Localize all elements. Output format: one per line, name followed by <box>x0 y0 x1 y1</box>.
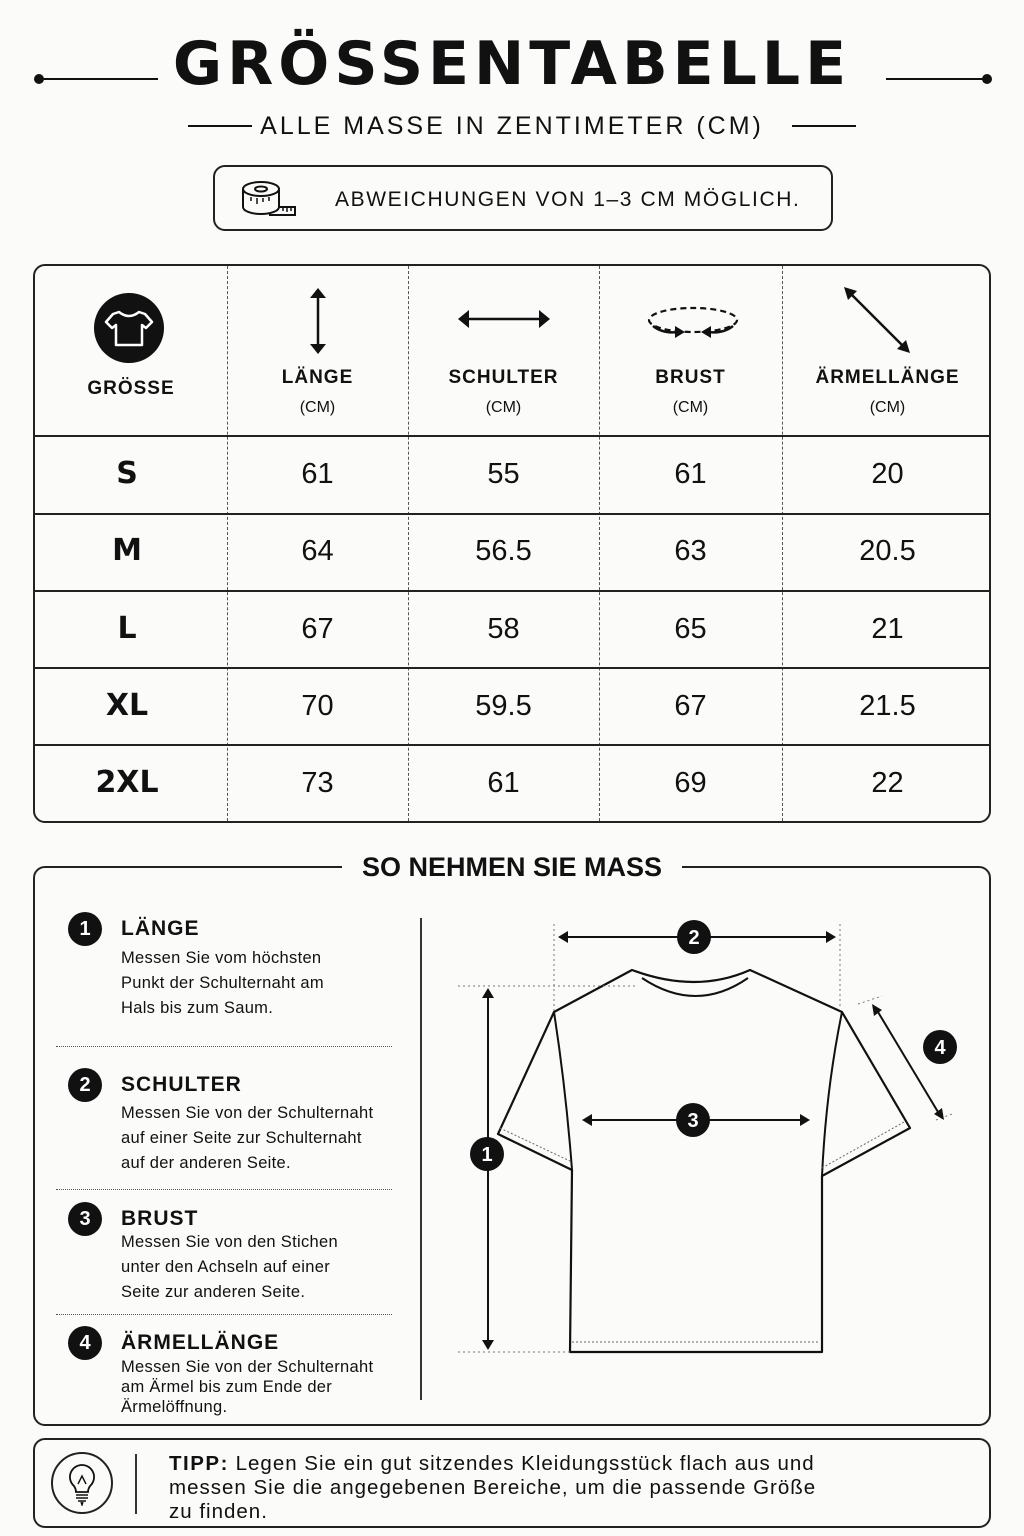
arrow-head <box>482 988 494 998</box>
svg-text:4: 4 <box>934 1037 946 1059</box>
description-line: Punkt der Schulternaht am <box>121 974 324 992</box>
page-title: GRÖSSENTABELLE <box>172 29 852 99</box>
column-unit-shoulder: (CM) <box>485 399 522 416</box>
table-cell: 59.5 <box>475 690 532 722</box>
step-number-3: 3 <box>68 1202 102 1236</box>
table-cell: 67 <box>301 613 334 645</box>
diagram-marker-4 <box>923 1030 957 1064</box>
step-description-chest <box>121 1230 396 1305</box>
column-header-shoulder: SCHULTER <box>448 367 559 388</box>
row-divider <box>35 667 989 669</box>
description-line: Messen Sie von der Schulternaht <box>121 1358 374 1376</box>
diagram-marker-3 <box>676 1103 710 1137</box>
description-line: auf einer Seite zur Schulternaht <box>121 1129 362 1147</box>
table-cell: 20.5 <box>859 535 916 567</box>
column-header-length: LÄNGE <box>281 367 354 388</box>
vertical-arrow-icon <box>305 286 331 356</box>
svg-text:2: 2 <box>688 927 700 949</box>
column-header-chest: BRUST <box>655 367 726 388</box>
description-line: auf der anderen Seite. <box>121 1154 291 1172</box>
step-separator <box>56 1189 392 1190</box>
description-line: am Ärmel bis zum Ende der <box>121 1378 333 1396</box>
table-cell: 61 <box>301 458 334 490</box>
title-rule-dot-right <box>982 74 992 84</box>
table-cell: 70 <box>301 690 334 722</box>
tip-text <box>169 1452 869 1524</box>
table-cell: 69 <box>674 767 707 799</box>
tip-line-text: Legen Sie ein gut sitzendes Kleidungsstück flach aus und <box>235 1452 815 1475</box>
circumference-arrow-icon <box>645 302 741 346</box>
description-line: Messen Sie von der Schulternaht <box>121 1104 374 1122</box>
arrow-head <box>482 1340 494 1350</box>
row-divider <box>35 513 989 515</box>
tip-line: messen Sie die angegebenen Bereiche, um die passende Größe <box>169 1476 817 1499</box>
diagram-marker-1 <box>470 1137 504 1171</box>
size-column-header: GRÖSSE <box>87 378 175 399</box>
step-description-shoulder <box>121 1101 396 1176</box>
horizontal-arrow-icon <box>457 306 551 332</box>
measurement-guide-title: SO NEHMEN SIE MASS <box>350 850 674 884</box>
tip-divider <box>135 1454 137 1514</box>
arrow-head <box>558 931 568 943</box>
arrow-head <box>934 1108 944 1120</box>
row-divider <box>35 590 989 592</box>
table-cell: 61 <box>674 458 707 490</box>
subtitle-rule-right <box>792 125 856 127</box>
step-description-sleeve <box>121 1357 396 1417</box>
step-title-sleeve: ÄRMELLÄNGE <box>121 1331 280 1354</box>
tolerance-note-text: ABWEICHUNGEN VON 1–3 CM MÖGLICH. <box>335 188 801 211</box>
column-header-sleeve: ÄRMELLÄNGE <box>815 367 960 388</box>
step-number-1: 1 <box>68 912 102 946</box>
tolerance-note <box>213 165 833 231</box>
tip-box <box>33 1438 991 1528</box>
tip-line: zu finden. <box>169 1500 268 1523</box>
description-line: unter den Achseln auf einer <box>121 1258 330 1276</box>
step-separator <box>56 1046 392 1047</box>
step-number-4: 4 <box>68 1326 102 1360</box>
size-label-l: L <box>117 611 137 646</box>
title-rule-right <box>886 78 986 80</box>
row-divider <box>35 744 989 746</box>
size-label-m: M <box>112 533 142 568</box>
guide-divider <box>420 918 422 1400</box>
description-line: Ärmelöffnung. <box>121 1398 228 1416</box>
table-cell: 58 <box>487 613 520 645</box>
table-cell: 63 <box>674 535 707 567</box>
table-cell: 67 <box>674 690 707 722</box>
column-unit-chest: (CM) <box>672 399 709 416</box>
table-cell: 55 <box>487 458 520 490</box>
size-label-2xl: 2XL <box>95 765 159 800</box>
column-unit-length: (CM) <box>299 399 336 416</box>
tshirt-icon <box>93 292 165 364</box>
lightbulb-icon <box>65 1462 99 1506</box>
tip-icon-frame <box>51 1452 113 1514</box>
column-unit-sleeve: (CM) <box>869 399 906 416</box>
step-number-2: 2 <box>68 1068 102 1102</box>
step-title-chest: BRUST <box>121 1207 199 1230</box>
step-title-shoulder: SCHULTER <box>121 1073 242 1096</box>
size-table <box>33 264 991 823</box>
step-description-length <box>121 946 396 1021</box>
table-cell: 65 <box>674 613 707 645</box>
page-subtitle: ALLE MASSE IN ZENTIMETER (CM) <box>260 112 764 140</box>
svg-text:1: 1 <box>481 1144 493 1166</box>
measuring-tape-icon <box>239 177 303 221</box>
description-line: Messen Sie von den Stichen <box>121 1233 338 1251</box>
size-label-s: S <box>116 456 138 491</box>
description-line: Messen Sie vom höchsten <box>121 949 322 967</box>
diagonal-arrow-icon <box>841 286 913 356</box>
title-rule-left <box>40 78 158 80</box>
description-line: Hals bis zum Saum. <box>121 999 274 1017</box>
step-title-length: LÄNGE <box>121 917 200 940</box>
size-label-xl: XL <box>105 688 149 723</box>
diagram-marker-2 <box>677 920 711 954</box>
tshirt-diagram <box>440 900 980 1400</box>
subtitle-rule-left <box>188 125 252 127</box>
tshirt-outline <box>498 970 910 1352</box>
arrow-head <box>826 931 836 943</box>
description-line: Seite zur anderen Seite. <box>121 1283 306 1301</box>
table-cell: 73 <box>301 767 334 799</box>
table-cell: 64 <box>301 535 334 567</box>
svg-text:3: 3 <box>687 1110 699 1132</box>
step-separator <box>56 1314 392 1315</box>
tip-label: TIPP: <box>169 1452 229 1475</box>
table-cell: 20 <box>871 458 904 490</box>
tip-line <box>169 1452 869 1476</box>
table-cell: 21 <box>871 613 904 645</box>
arrow-head <box>872 1004 882 1016</box>
table-cell: 56.5 <box>475 535 532 567</box>
table-cell: 22 <box>871 767 904 799</box>
header-divider <box>35 435 989 437</box>
table-cell: 21.5 <box>859 690 916 722</box>
table-cell: 61 <box>487 767 520 799</box>
